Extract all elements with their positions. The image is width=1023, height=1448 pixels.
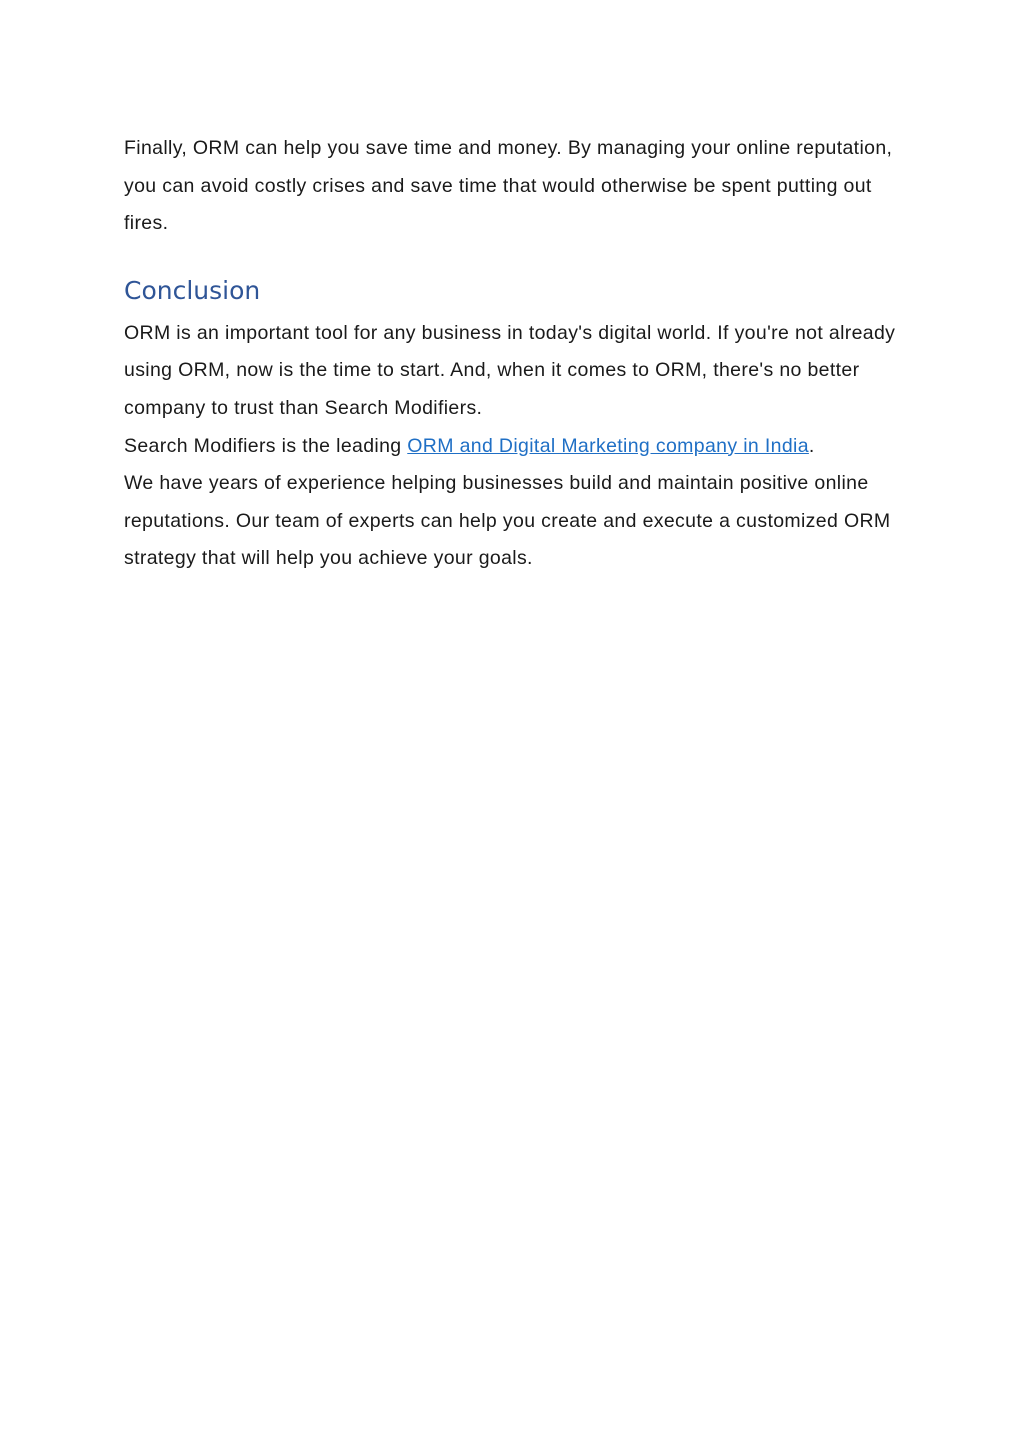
intro-paragraph: Finally, ORM can help you save time and money. By managing your online reputation, you can avoid costly crises and save time that would otherwise be spent putting out fires. xyxy=(124,137,893,235)
document-body xyxy=(124,130,914,578)
section-heading: Conclusion xyxy=(124,275,261,305)
company-paragraph xyxy=(124,428,914,466)
orm-company-link[interactable]: ORM and Digital Marketing company in India xyxy=(407,434,809,457)
company-text-suffix: . xyxy=(808,434,815,457)
experience-paragraph: We have years of experience helping businesses build and maintain positive online reputations. Our team of experts can help you create and execute a customized ORM strategy that will help you achieve your goals. xyxy=(124,472,891,570)
company-text-prefix: Search Modifiers is the leading xyxy=(124,434,408,457)
conclusion-paragraph: ORM is an important tool for any business in today's digital world. If you're not already using ORM, now is the time to start. And, when it comes to ORM, there's no better company to trust than Search Modifiers. xyxy=(124,321,896,419)
